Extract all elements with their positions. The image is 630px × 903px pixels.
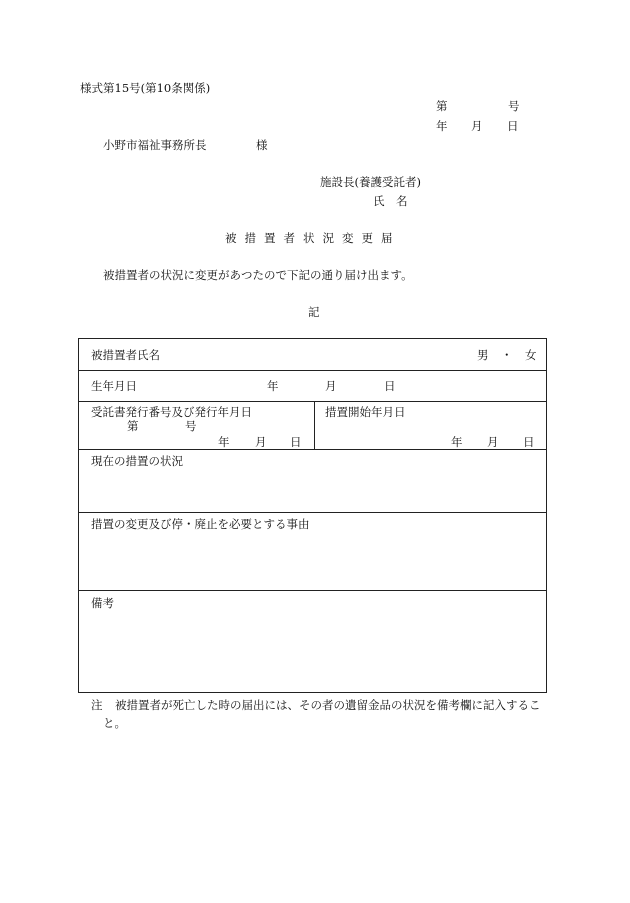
sender-name-label: 氏 名 bbox=[373, 194, 408, 208]
row-certificate bbox=[79, 402, 547, 450]
birth-month: 月 bbox=[325, 379, 337, 393]
doc-number-prefix: 第 bbox=[436, 99, 448, 113]
note-line-2: と。 bbox=[103, 716, 126, 730]
form-number: 様式第15号(第10条関係) bbox=[80, 81, 211, 95]
intro-text: 被措置者の状況に変更があつたので下記の通り届け出ます。 bbox=[103, 268, 413, 282]
date-year: 年 bbox=[436, 119, 448, 133]
date-month: 月 bbox=[471, 119, 483, 133]
sex-separator: ・ bbox=[501, 348, 513, 362]
start-date-label: 措置開始年月日 bbox=[325, 405, 406, 419]
certificate-month: 月 bbox=[255, 435, 267, 449]
start-day: 日 bbox=[523, 435, 535, 449]
row-remarks bbox=[79, 591, 547, 693]
remarks-cell bbox=[79, 591, 547, 693]
row-change-reason bbox=[79, 513, 547, 591]
start-year: 年 bbox=[451, 435, 463, 449]
sex-female: 女 bbox=[525, 348, 537, 362]
sender-title: 施設長(養護受託者) bbox=[320, 175, 421, 189]
certificate-no-prefix: 第 bbox=[127, 419, 139, 433]
status-change-table bbox=[78, 338, 547, 693]
doc-number-suffix: 号 bbox=[508, 99, 520, 113]
birth-label: 生年月日 bbox=[91, 379, 137, 393]
name-cell bbox=[79, 339, 547, 371]
name-label: 被措置者氏名 bbox=[91, 348, 160, 362]
certificate-no-suffix: 号 bbox=[185, 419, 197, 433]
current-status-label: 現在の措置の状況 bbox=[91, 454, 183, 468]
change-reason-cell bbox=[79, 513, 547, 591]
addressee-office: 小野市福祉事務所長 bbox=[103, 138, 207, 152]
document-title: 被措置者状況変更届 bbox=[225, 231, 401, 245]
current-status-cell bbox=[79, 450, 547, 513]
note-prefix: 注 bbox=[91, 698, 103, 712]
row-name bbox=[79, 339, 547, 371]
date-day: 日 bbox=[507, 119, 519, 133]
change-reason-label: 措置の変更及び停・廃止を必要とする事由 bbox=[91, 517, 310, 531]
row-current-status bbox=[79, 450, 547, 513]
certificate-cell bbox=[79, 402, 315, 450]
start-date-cell bbox=[315, 402, 547, 450]
ki-label: 記 bbox=[308, 305, 320, 319]
addressee-honorific: 様 bbox=[256, 138, 268, 152]
certificate-year: 年 bbox=[218, 435, 230, 449]
remarks-label: 備考 bbox=[91, 596, 114, 610]
certificate-label: 受託書発行番号及び発行年月日 bbox=[91, 405, 252, 419]
row-birth bbox=[79, 371, 547, 402]
start-month: 月 bbox=[487, 435, 499, 449]
sex-male: 男 bbox=[477, 348, 489, 362]
birth-day: 日 bbox=[384, 379, 396, 393]
birth-cell bbox=[79, 371, 547, 402]
certificate-day: 日 bbox=[290, 435, 302, 449]
note-line-1: 被措置者が死亡した時の届出には、その者の遺留金品の状況を備考欄に記入するこ bbox=[115, 698, 541, 712]
birth-year: 年 bbox=[267, 379, 279, 393]
